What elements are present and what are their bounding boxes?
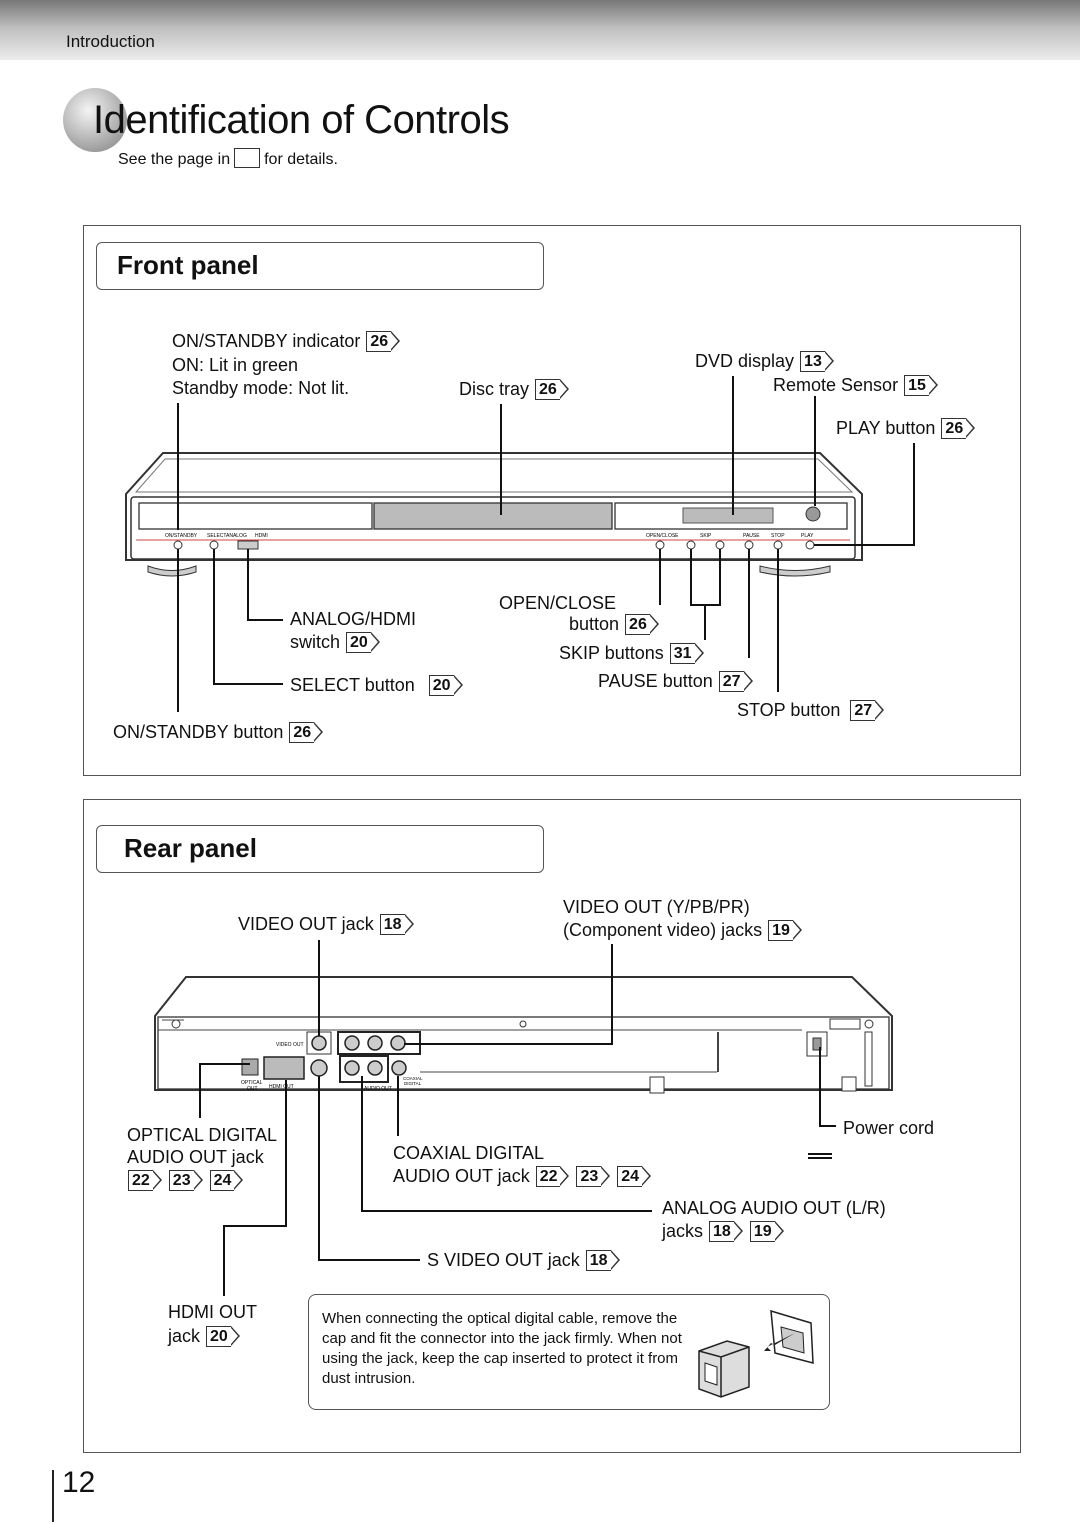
page-ref-badge: 26	[535, 379, 560, 400]
mark-hdmi: HDMI	[255, 533, 268, 539]
label-s-video-out: S VIDEO OUT jack 18	[427, 1249, 621, 1272]
see-page-text: See the page in	[118, 151, 231, 168]
label-remote-sensor: Remote Sensor 15	[773, 374, 939, 397]
page-ref-badge: 26	[366, 331, 391, 352]
label-analog-hdmi: ANALOG/HDMI	[290, 609, 417, 629]
mark-out: OUT	[247, 1086, 258, 1092]
label-coaxial-digital: COAXIAL DIGITAL	[393, 1143, 545, 1163]
page-ref-badge: 23	[169, 1170, 194, 1191]
label-optical-audio-out: AUDIO OUT jack	[127, 1147, 264, 1167]
page-ref-badge: 23	[576, 1166, 601, 1187]
label-analog-hdmi-switch: switch 20	[290, 631, 381, 654]
label-analog-audio-out: ANALOG AUDIO OUT (L/R)	[662, 1198, 886, 1218]
page-ref-badge: 19	[750, 1221, 775, 1242]
mark-select: SELECT	[207, 533, 227, 539]
mark-skip: SKIP	[700, 533, 712, 539]
label-open-close-button: button 26	[569, 613, 660, 636]
optical-cap-illustration	[309, 1295, 829, 1409]
label-power-cord: Power cord	[843, 1118, 935, 1138]
label-hdmi-jack: jack 20	[168, 1325, 241, 1348]
rear-panel-title: Rear panel	[124, 833, 257, 863]
label-video-out-jack: VIDEO OUT jack 18	[238, 913, 415, 936]
mark-stop: STOP	[771, 533, 785, 539]
label-on-lit: ON: Lit in green	[172, 355, 299, 375]
front-panel-title: Front panel	[117, 250, 259, 280]
mark-analog: ANALOG	[226, 533, 247, 539]
page-ref-badge: 13	[800, 351, 825, 372]
label-coaxial-audio-out: AUDIO OUT jack 22 23 24	[393, 1165, 652, 1188]
label-standby-mode: Standby mode: Not lit.	[172, 378, 350, 398]
label-analog-audio-jacks: jacks 18 19	[662, 1220, 785, 1243]
mark-on-standby: ON/STANDBY	[165, 533, 198, 539]
optical-refs	[122, 1169, 244, 1192]
page-ref-badge: 18	[380, 914, 405, 935]
label-standby-indicator: ON/STANDBY indicator 26	[172, 330, 401, 353]
page-ref-badge: 18	[709, 1221, 734, 1242]
page-title: Identification of Controls	[93, 98, 510, 142]
page-ref-badge: 24	[617, 1166, 642, 1187]
label-hdmi-out: HDMI OUT	[168, 1302, 257, 1322]
mark-coaxial: COAXIAL	[403, 1076, 423, 1081]
page-ref-badge: 18	[586, 1250, 611, 1271]
label-select-button: SELECT button 20	[290, 674, 464, 697]
page-ref-badge: 15	[904, 375, 929, 396]
label-component-out: VIDEO OUT (Y/PB/PR)	[563, 897, 750, 917]
mark-hdmi-out: HDMI OUT	[269, 1084, 294, 1090]
page-number-bar	[52, 1470, 54, 1522]
mark-video-out: VIDEO OUT	[276, 1042, 304, 1048]
mark-open-close: OPEN/CLOSE	[646, 533, 679, 539]
page-ref-badge: 31	[670, 643, 695, 664]
page-ref-badge: 24	[210, 1170, 235, 1191]
mark-audio-out: AUDIO OUT	[364, 1086, 392, 1092]
page-ref-badge: 20	[346, 632, 371, 653]
see-page-text-after: for details.	[264, 151, 338, 168]
optical-cap-note	[308, 1294, 830, 1410]
label-dvd-display: DVD display 13	[695, 350, 835, 373]
mark-digital: DIGITAL	[404, 1081, 422, 1086]
mark-optical: OPTICAL	[241, 1080, 263, 1086]
label-play-button: PLAY button 26	[836, 417, 976, 440]
page-ref-badge: 27	[719, 671, 744, 692]
label-standby-button: ON/STANDBY button 26	[113, 721, 324, 744]
page-ref-badge: 19	[768, 920, 793, 941]
label-skip-buttons: SKIP buttons 31	[559, 642, 705, 665]
note-text: When connecting the optical digital cable, remove the cap and fit the connector into the jack firmly. When not using the jack, keep the cap inserted to protect it from dust intrusion.	[322, 1310, 682, 1387]
label-component-jacks: (Component video) jacks 19	[563, 919, 803, 942]
mark-pause: PAUSE	[743, 533, 760, 539]
page-ref-badge: 26	[941, 418, 966, 439]
label-pause-button: PAUSE button 27	[598, 670, 754, 693]
section-label: Introduction	[66, 32, 155, 51]
page-ref-badge: 26	[625, 614, 650, 635]
label-open-close: OPEN/CLOSE	[499, 593, 617, 613]
page-ref-badge: 20	[206, 1326, 231, 1347]
page-ref-badge: 22	[128, 1170, 153, 1191]
label-disc-tray: Disc tray 26	[459, 378, 570, 401]
label-stop-button: STOP button 27	[737, 699, 885, 722]
label-optical-digital: OPTICAL DIGITAL	[127, 1125, 278, 1145]
page-number: 12	[62, 1466, 96, 1499]
page-ref-badge: 27	[850, 700, 875, 721]
mark-play: PLAY	[801, 533, 814, 539]
page-ref-badge: 20	[429, 675, 454, 696]
page-ref-badge: 26	[289, 722, 314, 743]
page-ref-badge: 22	[536, 1166, 561, 1187]
